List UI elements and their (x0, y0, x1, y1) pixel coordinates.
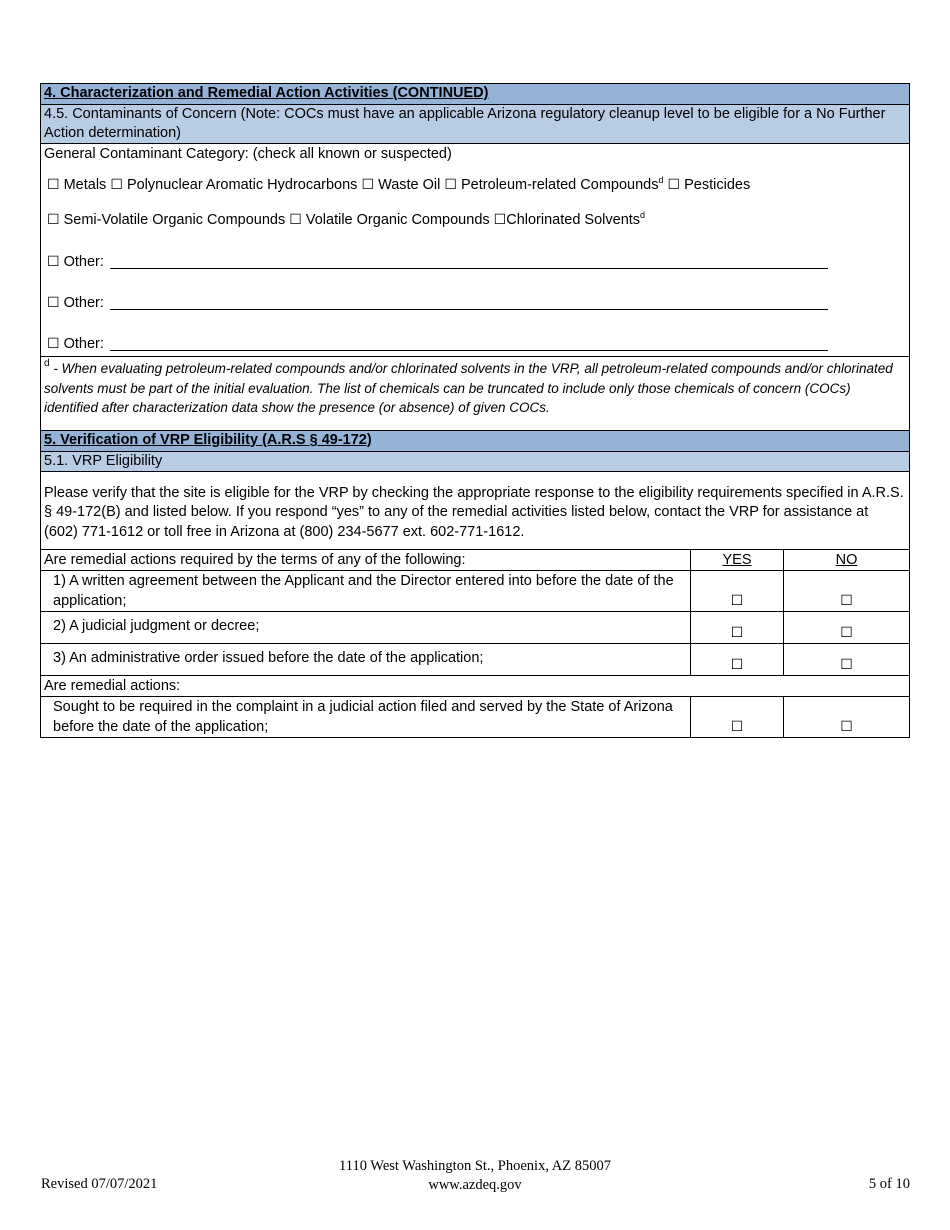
pah-label: Polynuclear Aromatic Hydrocarbons (126, 177, 358, 193)
other-2-checkbox[interactable]: ☐ (47, 295, 60, 311)
no-column-header: NO (784, 550, 910, 571)
footer-address: 1110 West Washington St., Phoenix, AZ 85007 (339, 1158, 611, 1174)
petroleum-label: Petroleum-related Compounds$^d$ (461, 175, 664, 193)
other-1-label: Other: (63, 254, 104, 270)
contaminant-row-2 (47, 212, 645, 228)
item-3-yes-checkbox[interactable]: ☐ (730, 657, 744, 673)
section-4-header: 4. Characterization and Remedial Action Activities (CONTINUED) (41, 84, 910, 105)
chlorinated-label: Chlorinated Solvents$^d$ (506, 210, 646, 228)
footnote-d-marker: d (640, 210, 646, 220)
pah-checkbox[interactable]: ☐ (110, 177, 123, 193)
other-1-input-line[interactable] (110, 253, 828, 269)
remedial-actions-question: Are remedial actions: (41, 676, 910, 697)
other-3-label: Other: (63, 336, 104, 352)
contaminant-category-title: General Contaminant Category: (check all known or suspected) (44, 146, 452, 162)
item-3-no-cell (784, 644, 910, 676)
contaminant-row-1 (47, 177, 750, 193)
footer-website: www.azdeq.gov (428, 1177, 522, 1193)
footnote-d-superscript: d (44, 358, 50, 369)
vrp-form-table (40, 83, 910, 738)
item-2-no-checkbox[interactable]: ☐ (840, 625, 853, 641)
sought-yes-cell (691, 697, 784, 738)
pesticides-checkbox[interactable]: ☐ (667, 177, 681, 193)
revision-date: Revised 07/07/2021 (41, 1176, 158, 1192)
pesticides-label: Pesticides (684, 177, 751, 193)
page-number: 5 of 10 (868, 1176, 910, 1192)
petroleum-checkbox[interactable]: ☐ (444, 177, 457, 193)
item-1-no-cell (784, 571, 910, 612)
item-2-no-cell (784, 612, 910, 644)
voc-label: Volatile Organic Compounds (305, 212, 490, 228)
sought-item: Sought to be required in the complaint in a judicial action filed and served by the State of Arizona before the date of the application; (41, 697, 691, 738)
svoc-checkbox[interactable]: ☐ (47, 212, 60, 228)
item-3-yes-cell (691, 644, 784, 676)
item-3-no-checkbox[interactable]: ☐ (840, 657, 853, 673)
other-row-1 (47, 253, 828, 270)
remedial-required-question: Are remedial actions required by the terms of any of the following: (41, 550, 691, 571)
other-2-input-line[interactable] (110, 294, 828, 310)
other-3-checkbox[interactable]: ☐ (47, 336, 60, 352)
metals-label: Metals (63, 177, 107, 193)
footer-address-block (0, 1157, 950, 1195)
eligibility-item-2: 2) A judicial judgment or decree; (41, 612, 691, 644)
section-5-header: 5. Verification of VRP Eligibility (A.R.S § 49-172) (41, 430, 910, 451)
other-1-checkbox[interactable]: ☐ (47, 254, 60, 270)
item-1-no-checkbox[interactable]: ☐ (840, 593, 853, 609)
sought-no-checkbox[interactable]: ☐ (840, 719, 853, 735)
item-2-yes-cell (691, 612, 784, 644)
item-1-yes-checkbox[interactable]: ☐ (730, 593, 744, 609)
eligibility-item-1: 1) A written agreement between the Applicant and the Director entered into before the date of the application; (41, 571, 691, 612)
footnote-d (41, 357, 910, 431)
section-4-5-header: 4.5. Contaminants of Concern (Note: COCs must have an applicable Arizona regulatory cleanup level to be eligible for a No Further Action determination) (41, 105, 910, 144)
yes-column-header: YES (691, 550, 784, 571)
sought-yes-checkbox[interactable]: ☐ (730, 719, 744, 735)
chlorinated-checkbox[interactable]: ☐ (493, 212, 507, 228)
footnote-d-marker: d (658, 175, 664, 185)
contaminant-category-cell (41, 144, 910, 357)
svoc-label: Semi-Volatile Organic Compounds (63, 212, 286, 228)
waste-oil-label: Waste Oil (378, 177, 441, 193)
footnote-d-text: - When evaluating petroleum-related compounds and/or chlorinated solvents in the VRP, all petroleum-related compounds and/or chlorinated solvents must be part of the initial evaluation. The list of chemicals can be truncated to include only those chemicals of concern (COCs) identified after characterization data show the presence (or absence) of given COCs. (44, 361, 893, 415)
other-3-input-line[interactable] (110, 335, 828, 351)
metals-checkbox[interactable]: ☐ (47, 177, 60, 193)
other-2-label: Other: (63, 295, 104, 311)
sought-no-cell (784, 697, 910, 738)
other-row-2 (47, 294, 828, 311)
waste-oil-checkbox[interactable]: ☐ (361, 177, 375, 193)
eligibility-instructions: Please verify that the site is eligible for the VRP by checking the appropriate response to the eligibility requirements specified in A.R.S. § 49-172(B) and listed below. If you respond “yes” to any of the remedial activities listed below, contact the VRP for assistance at (602) 771-1612 or toll free in Arizona at (800) 234-5677 ext. 602-771-1612. (41, 471, 910, 550)
section-5-1-header: 5.1. VRP Eligibility (41, 451, 910, 471)
item-1-yes-cell (691, 571, 784, 612)
other-row-3 (47, 335, 828, 352)
voc-checkbox[interactable]: ☐ (289, 212, 302, 228)
item-2-yes-checkbox[interactable]: ☐ (730, 625, 744, 641)
eligibility-item-3: 3) An administrative order issued before the date of the application; (41, 644, 691, 676)
